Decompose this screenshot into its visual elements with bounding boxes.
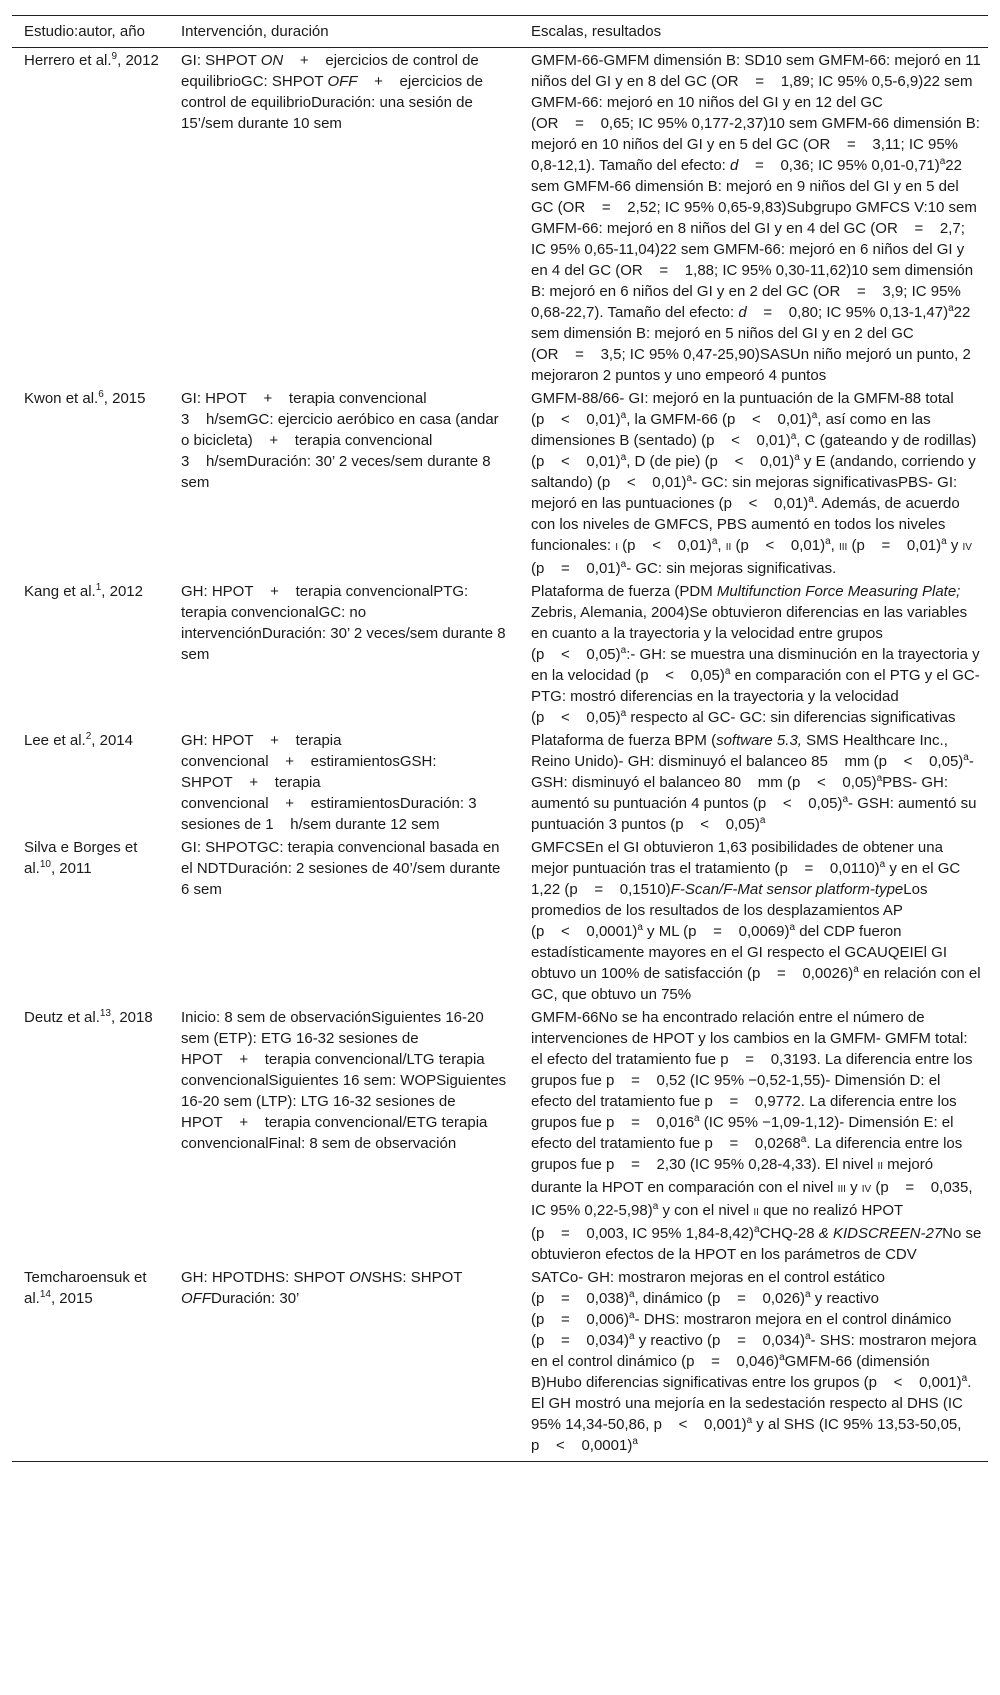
- header-study: Estudio:autor, año: [12, 16, 167, 48]
- studies-table: [12, 15, 988, 1462]
- cell-study: Temcharoensuk et al.$^{14}$, 2015: [12, 1265, 167, 1462]
- cell-results: GMFM-66No se ha encontrado relación entre el número de intervenciones de HPOT y los cambios en la GMFM- GMFM total: el efecto del tratamiento fue p = 0,3193. La diferencia entre los grupos fue p = 0,52 (IC 95% −0,52-1,55)- Dimensión D: el efecto del tratamiento fue p = 0,9772. La diferencia entre los grupos fue p = 0,016$^a$ (IC 95% −1,09-1,12)- Dimensión E: el efecto del tratamiento fue p = 0,0268$^a$. La diferencia entre los grupos fue p = 2,30 (IC 95% 0,28-4,33). El nivel II mejoró durante la HPOT en comparación con el nivel III y IV (p = 0,035, IC 95% 0,22-5,98)$^a$ y con el nivel II que no realizó HPOT (p = 0,003, IC 95% 1,84-8,42)$^a$CHQ-28 & KIDSCREEN-27No se obtuvieron efectos de la HPOT en los parámetros de CDV: [531, 1009, 982, 1263]
- cell-study: Silva e Borges et al.$^{10}$, 2011: [24, 839, 138, 877]
- cell-results: GMFM-66-GMFM dimensión B: SD10 sem GMFM-66: mejoró en 11 niños del GI y en 8 del GC (OR = 1,89; IC 95% 0,5-6,9)22 sem GMFM-66: mejoró en 10 niños del GI y en 12 del GC (OR = 0,65; IC 95% 0,177-2,37)10 sem GMFM-66 dimensión B: mejoró en 10 niños del GI y en 5 del GC (OR = 3,11; IC 95% 0,8-12,1). Tamaño del efecto: d = 0,36; IC 95% 0,01-0,71)$^a$22 sem GMFM-66 dimensión B: mejoró en 9 niños del GI y en 5 del GC (OR = 2,52; IC 95% 0,65-9,83)Subgrupo GMFCS V:10 sem GMFM-66: mejoró en 8 niños del GI y en 4 del GC (OR = 2,7; IC 95% 0,65-11,04)22 sem GMFM-66: mejoró en 6 niños del GI y en 4 del GC (OR = 1,88; IC 95% 0,30-11,62)10 sem dimensión B: mejoró en 6 niños del GI y en 2 del GC (OR = 3,9; IC 95% 0,68-22,7). Tamaño del efecto: d = 0,80; IC 95% 0,13-1,47)$^a$22 sem dimensión B: mejoró en 5 niños del GI y en 2 del GC (OR = 3,5; IC 95% 0,47-25,90)SASUn niño mejoró un punto, 2 mejoraron 2 puntos y uno empeoró 4 puntos: [531, 52, 981, 384]
- table-row: [12, 835, 988, 1005]
- cell-study: Kang et al.$^1$, 2012: [24, 582, 143, 600]
- studies-table-container: [12, 15, 988, 1462]
- table-row: [12, 48, 988, 387]
- cell-study: Lee et al.$^2$, 2014: [24, 731, 133, 749]
- cell-results: GMFCSEn el GI obtuvieron 1,63 posibilidades de obtener una mejor puntuación tras el tratamiento (p = 0,0110)$^a$ y en el GC 1,22 (p = 0,1510)F-Scan/F-Mat sensor platform-typeLos promedios de los resultados de los desplazamientos AP (p < 0,0001)$^a$ y ML (p = 0,0069)$^a$ del CDP fueron estadísticamente mayores en el GI respecto el GCAUQEIEl GI obtuvo un 100% de satisfacción (p = 0,0026)$^a$ en relación con el GC, que obtuvo un 75%: [531, 839, 981, 1003]
- cell-intervention: GH: HPOT + terapia convencionalPTG: terapia convencionalGC: no intervenciónDuración: 30’ 2 veces/sem durante 8 sem: [181, 583, 506, 663]
- cell-study: Kwon et al.$^6$, 2015: [24, 389, 146, 407]
- cell-results: GMFM-88/66- GI: mejoró en la puntuación de la GMFM-88 total (p < 0,01)$^a$, la GMFM-66 (p < 0,01)$^a$, así como en las dimensiones B (sentado) (p < 0,01)$^a$, C (gateando y de rodillas) (p < 0,01)$^a$, D (de pie) (p < 0,01)$^a$ y E (andando, corriendo y saltando) (p < 0,01)$^a$- GC: sin mejoras significativasPBS- GI: mejoró en las puntuaciones (p < 0,01)$^a$. Además, de acuerdo con los niveles de GMFCS, PBS aumentó en todos los niveles funcionales: I (p < 0,01)$^a$, II (p < 0,01)$^a$, III (p = 0,01)$^a$ y IV (p = 0,01)$^a$- GC: sin mejoras significativas.: [531, 390, 977, 577]
- header-row: [12, 16, 988, 48]
- table-row: [12, 579, 988, 728]
- cell-intervention: GI: SHPOT ON + ejercicios de control de equilibrioGC: SHPOT OFF + ejercicios de control de equilibrioDuración: una sesión de 15’/sem durante 10 sem: [181, 52, 483, 132]
- table-header: [12, 16, 988, 48]
- cell-intervention: GI: SHPOTGC: terapia convencional basada en el NDTDuración: 2 sesiones de 40’/sem durante 6 sem: [181, 839, 501, 898]
- cell-intervention: GI: HPOT + terapia convencional 3 h/semGC: ejercicio aeróbico en casa (andar o bicicleta) + terapia convencional 3 h/semDuración: 30’ 2 veces/sem durante 8 sem: [181, 390, 499, 491]
- cell-results: Plataforma de fuerza BPM (software 5.3, SMS Healthcare Inc., Reino Unido)- GH: disminuyó el balanceo 85 mm (p < 0,05)$^a$- GSH: disminuyó el balanceo 80 mm (p < 0,05)$^a$PBS- GH: aumentó su puntuación 4 puntos (p < 0,05)$^a$- GSH: aumentó su puntuación 3 puntos (p < 0,05)$^a$: [531, 732, 977, 833]
- header-intervention: Intervención, duración: [167, 16, 517, 48]
- table-row: [12, 728, 988, 835]
- table-row: [12, 1265, 988, 1462]
- table-row: [12, 1005, 988, 1265]
- table-row: [12, 386, 988, 579]
- cell-study: Herrero et al.$^9$, 2012: [24, 51, 159, 69]
- cell-intervention: GH: HPOT + terapia convencional + estiramientosGSH: SHPOT + terapia convencional + estiramientosDuración: 3 sesiones de 1 h/sem durante 12 sem: [181, 732, 477, 833]
- cell-intervention: GH: HPOTDHS: SHPOT ONSHS: SHPOT OFFDuración: 30’: [167, 1265, 517, 1462]
- cell-results: SATCo- GH: mostraron mejoras en el control estático (p = 0,038)$^a$, dinámico (p = 0,026)$^a$ y reactivo (p = 0,006)$^a$- DHS: mostraron mejora en el control dinámico (p = 0,034)$^a$ y reactivo (p = 0,034)$^a$- SHS: mostraron mejora en el control dinámico (p = 0,046)$^a$GMFM-66 (dimensión B)Hubo diferencias significativas entre los grupos (p < 0,001)$^a$. El GH mostró una mejoría en la sedestación respecto al DHS (IC 95% 14,34-50,86, p < 0,001)$^a$ y al SHS (IC 95% 13,53-50,05, p < 0,0001)$^a$: [517, 1265, 988, 1462]
- cell-results: Plataforma de fuerza (PDM Multifunction Force Measuring Plate; Zebris, Alemania, 2004)Se obtuvieron diferencias en las variables en cuanto a la trayectoria y la velocidad entre grupos (p < 0,05)$^a$:- GH: se muestra una disminución en la trayectoria y en la velocidad (p < 0,05)$^a$ en comparación con el PTG y el GC- PTG: mostró diferencias en la trayectoria y la velocidad (p < 0,05)$^a$ respecto al GC- GC: sin diferencias significativas: [531, 583, 980, 726]
- table-body: [12, 48, 988, 1462]
- header-results: Escalas, resultados: [517, 16, 988, 48]
- cell-study: Deutz et al.$^{13}$, 2018: [24, 1008, 153, 1026]
- cell-intervention: Inicio: 8 sem de observaciónSiguientes 16-20 sem (ETP): ETG 16-32 sesiones de HPOT + terapia convencional/LTG terapia convencionalSiguientes 16 sem: WOPSiguientes 16-20 sem (LTP): LTG 16-32 sesiones de HPOT + terapia convencional/ETG terapia convencionalFinal: 8 sem de observación: [181, 1009, 507, 1152]
